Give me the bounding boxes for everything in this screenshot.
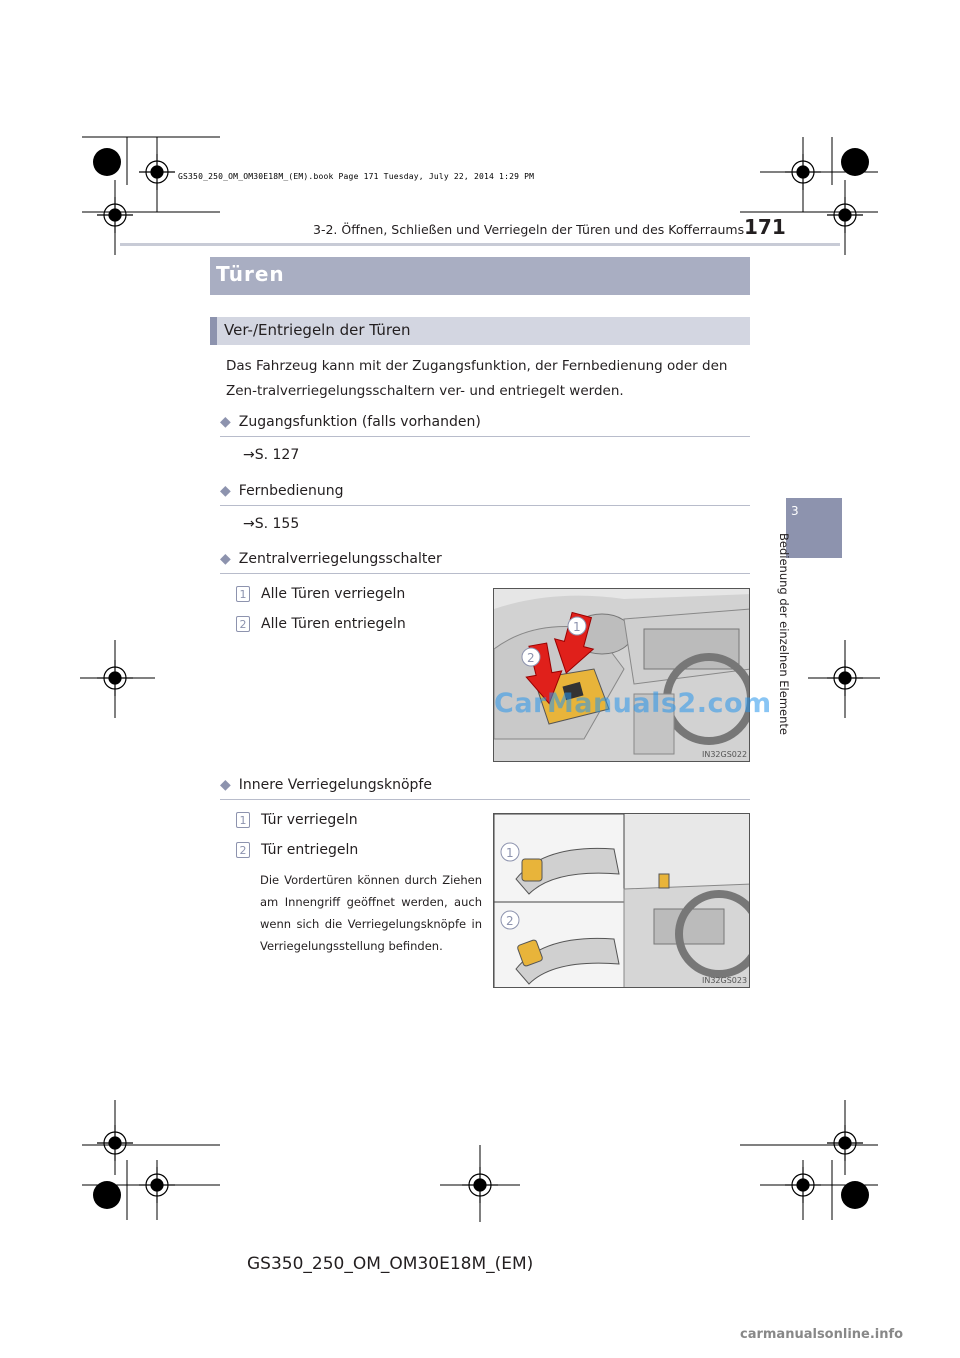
- callout-number-badge: 1: [236, 812, 250, 828]
- subsection-title: Ver-/Entriegeln der Türen: [224, 321, 411, 339]
- footer-doc-code: GS350_250_OM_OM30E18M_(EM): [247, 1254, 534, 1274]
- header-rule: [120, 243, 840, 246]
- item-label: Tür verriegeln: [261, 812, 358, 828]
- figure-code: IN32GS022: [702, 750, 748, 759]
- heading-rule: [220, 436, 750, 437]
- intro-paragraph: Das Fahrzeug kann mit der Zugangsfunktion, der Fernbedienung oder den Zen-tralverriegelungsschaltern ver- und entriegelt werden.: [226, 358, 728, 399]
- heading-rule: [220, 799, 750, 800]
- diamond-icon: ◆: [220, 551, 231, 567]
- header-section-title: 3-2. Öffnen, Schließen und Verriegeln der Türen und des Kofferraums: [313, 222, 745, 237]
- chapter-title-vertical: Bedienung der einzelnen Elemente: [777, 533, 791, 735]
- page-title: Türen: [216, 262, 285, 286]
- page-number: 171: [744, 215, 786, 239]
- heading-rule: [220, 573, 750, 574]
- central-lock-switch-illustration: [494, 589, 750, 762]
- inner-lock-knob-figure: [493, 813, 750, 988]
- svg-text:2: 2: [506, 914, 514, 928]
- chapter-number: 3: [791, 504, 799, 518]
- section-heading: ◆ Fernbedienung: [220, 483, 344, 499]
- callout-number-badge: 1: [236, 586, 250, 602]
- item-label: Alle Türen entriegeln: [261, 616, 406, 632]
- section-heading: ◆ Zugangsfunktion (falls vorhanden): [220, 414, 481, 430]
- section-heading: ◆ Zentralverriegelungsschalter: [220, 551, 442, 567]
- diamond-icon: ◆: [220, 414, 231, 430]
- section-heading: ◆ Innere Verriegelungsknöpfe: [220, 777, 432, 793]
- svg-text:1: 1: [506, 846, 514, 860]
- diamond-icon: ◆: [220, 777, 231, 793]
- svg-text:2: 2: [527, 651, 535, 665]
- diamond-icon: ◆: [220, 483, 231, 499]
- central-lock-switch-figure: [493, 588, 750, 762]
- figure-code: IN32GS023: [702, 976, 748, 985]
- callout-number-badge: 2: [236, 842, 250, 858]
- page-reference[interactable]: →S. 155: [243, 516, 300, 532]
- watermark: CarManuals2.com: [494, 688, 772, 719]
- title-bar: [210, 257, 750, 295]
- book-info-line: GS350_250_OM_OM30E18M_(EM).book Page 171 Tuesday, July 22, 2014 1:29 PM: [178, 172, 535, 181]
- inner-lock-knob-illustration: [494, 814, 750, 988]
- page-reference[interactable]: →S. 127: [243, 447, 300, 463]
- footer-watermark: carmanualsonline.info: [740, 1327, 904, 1342]
- callout-number-badge: 2: [236, 616, 250, 632]
- heading-rule: [220, 505, 750, 506]
- item-label: Tür entriegeln: [261, 842, 359, 858]
- item-label: Alle Türen verriegeln: [261, 586, 406, 602]
- svg-text:1: 1: [573, 620, 581, 634]
- note-paragraph: Die Vordertüren können durch Ziehen am Innengriff geöffnet werden, auch wenn sich die Verriegelungsknöpfe in Verriegelungsstellung befinden.: [260, 873, 482, 953]
